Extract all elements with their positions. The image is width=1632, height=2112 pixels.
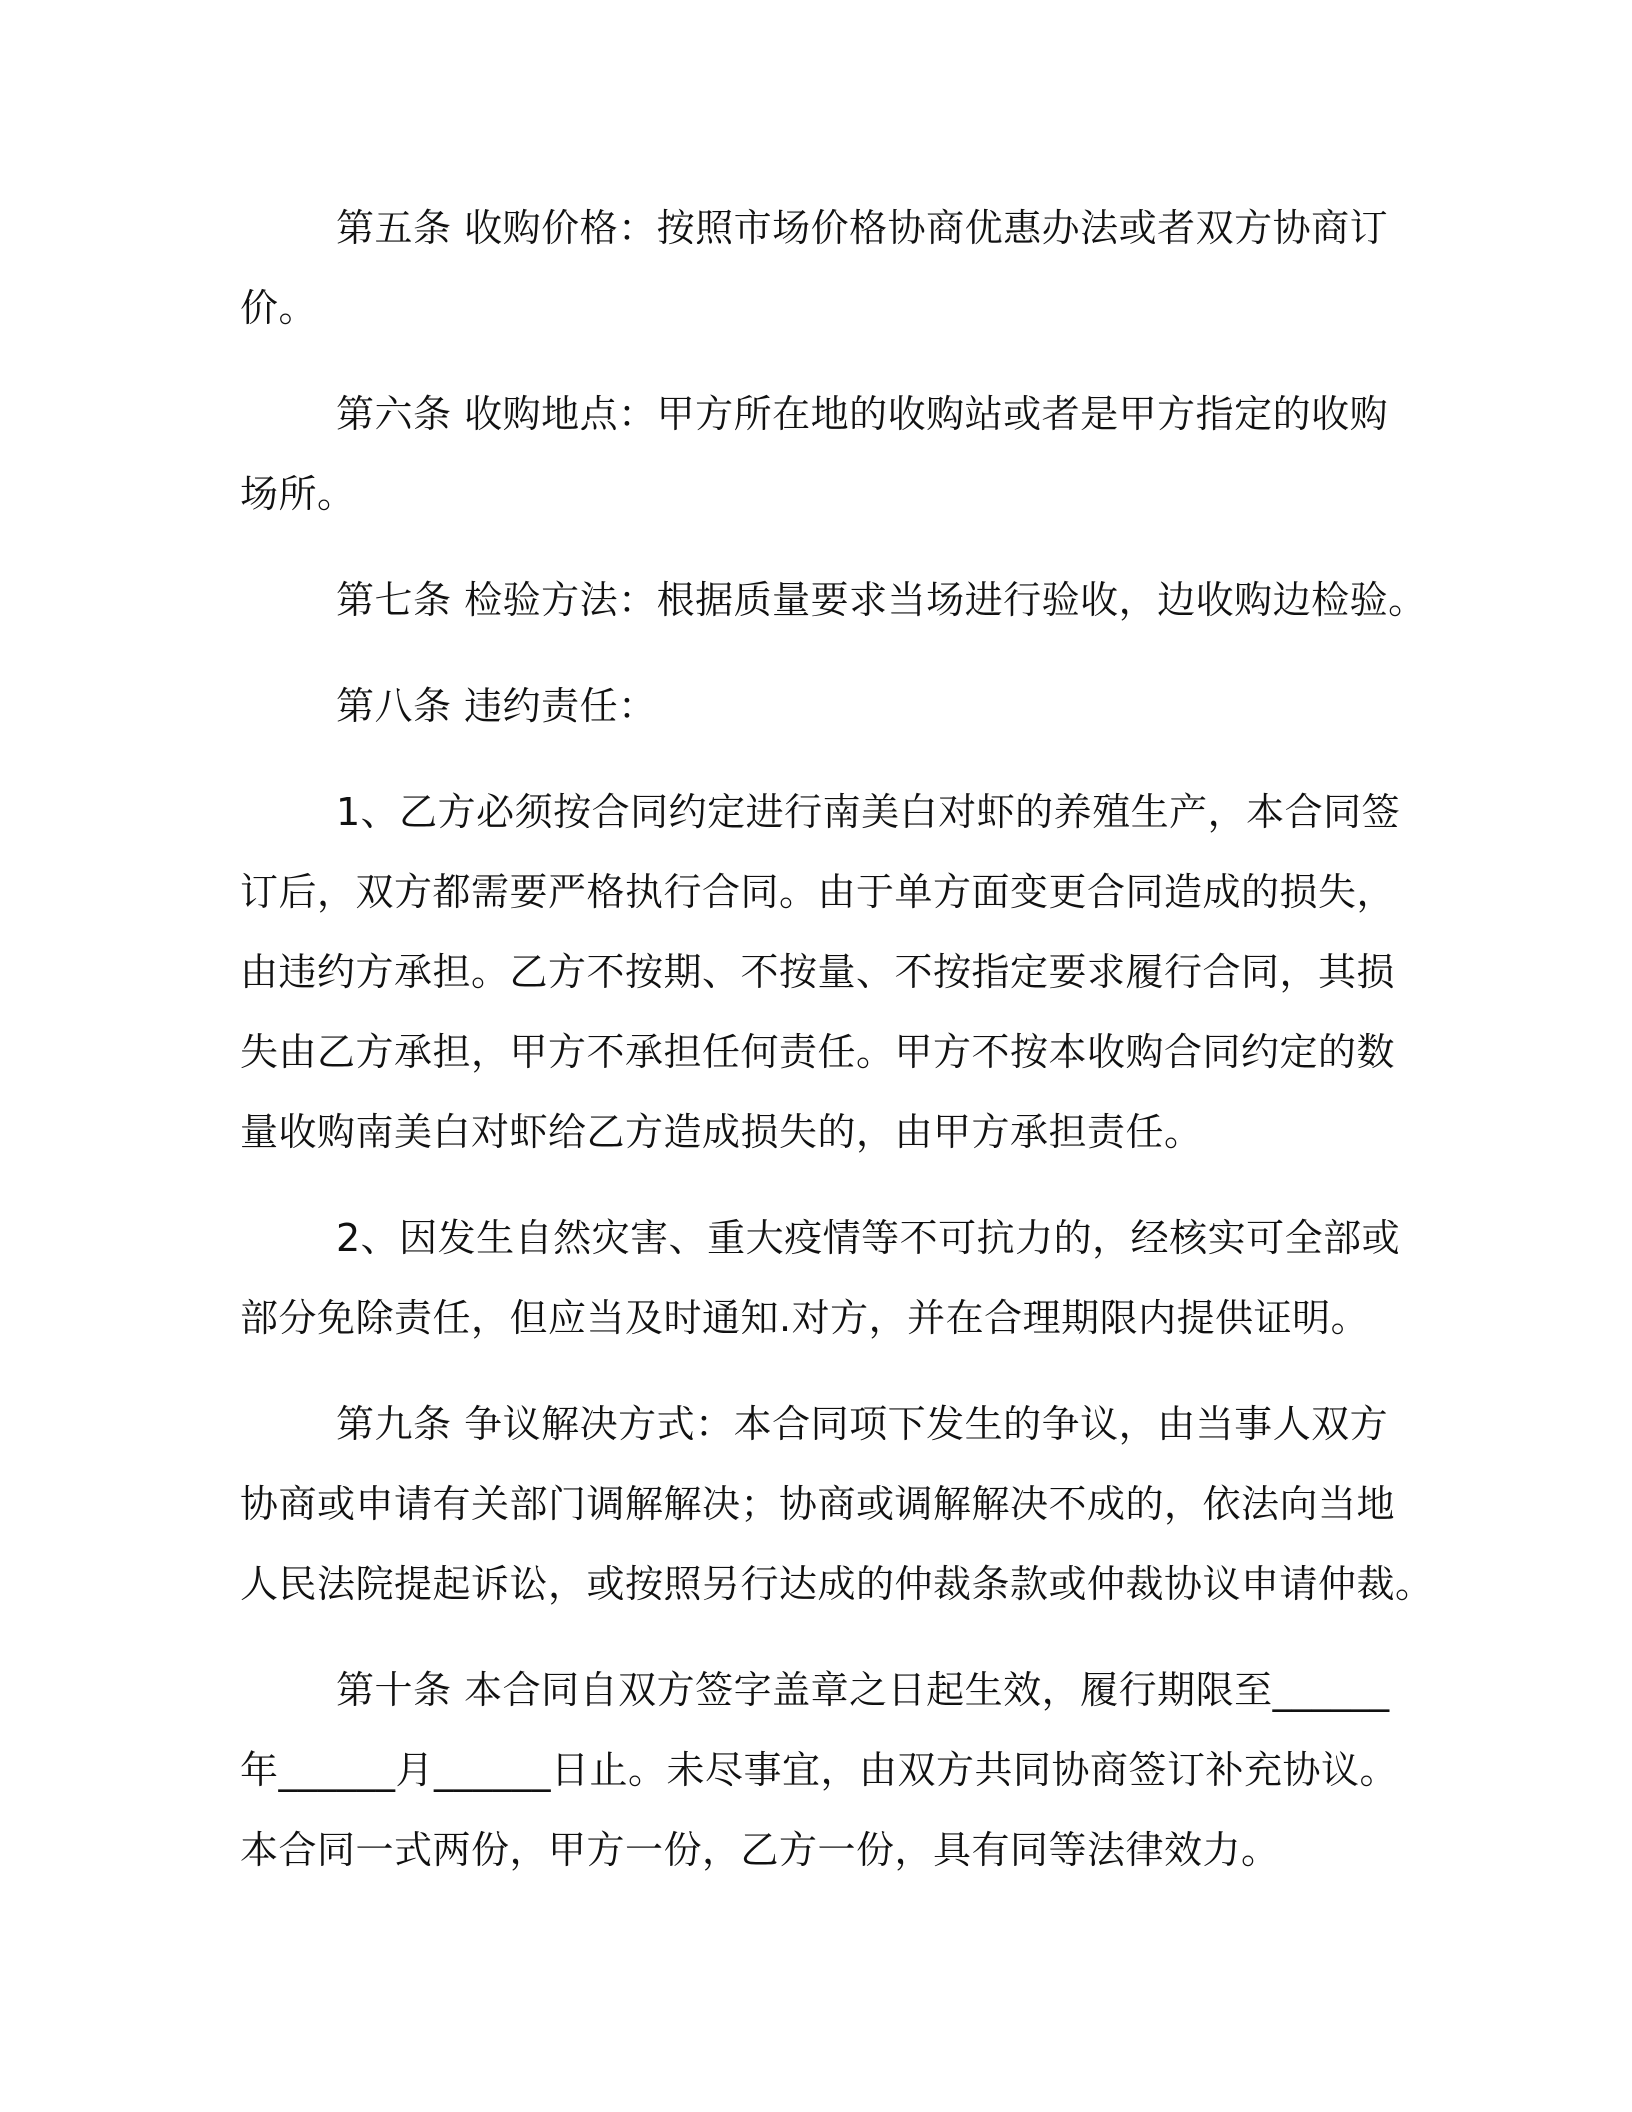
article-5-line-1: 第五条 收购价格：按照市场价格协商优惠办法或者双方协商订 [336, 206, 1389, 250]
article-6-line-2: 场所。 [240, 472, 356, 516]
article-7-line-1: 第七条 检验方法：根据质量要求当场进行验收，边收购边检验。 [336, 578, 1427, 622]
contract-body [240, 188, 1434, 1916]
article-8-item-2 [240, 1198, 1401, 1358]
article-9-paragraph [240, 1384, 1434, 1624]
article-6-line-1: 第六条 收购地点：甲方所在地的收购站或者是甲方指定的收购 [336, 392, 1389, 436]
article-10-line-1: 第十条 本合同自双方签字盖章之日起生效，履行期限至______ [336, 1668, 1390, 1712]
article-8-item-1 [240, 772, 1401, 1172]
article-9-line-3: 人民法院提起诉讼，或按照另行达成的仲裁条款或仲裁协议申请仲裁。 [240, 1562, 1434, 1606]
article-10-paragraph [240, 1650, 1399, 1890]
article-7-paragraph [240, 560, 1427, 640]
article-8-item-1-line-1: 1、乙方必须按合同约定进行南美白对虾的养殖生产，本合同签 [336, 790, 1401, 834]
article-8-item-2-line-2: 部分免除责任，但应当及时通知.对方，并在合理期限内提供证明。 [240, 1296, 1370, 1340]
article-5-line-2: 价。 [240, 286, 318, 330]
article-8-item-2-line-1: 2、因发生自然灾害、重大疫情等不可抗力的，经核实可全部或 [336, 1216, 1401, 1260]
article-8-item-1-line-5: 量收购南美白对虾给乙方造成损失的，由甲方承担责任。 [240, 1110, 1203, 1154]
article-5-paragraph [240, 188, 1389, 348]
article-10-line-2: 年______月______日止。未尽事宜，由双方共同协商签订补充协议。 [240, 1748, 1399, 1792]
article-6-paragraph [240, 374, 1389, 534]
article-10-line-3: 本合同一式两份，甲方一份，乙方一份，具有同等法律效力。 [240, 1828, 1280, 1872]
article-8-item-1-line-2: 订后，双方都需要严格执行合同。由于单方面变更合同造成的损失， [240, 870, 1396, 914]
article-8-heading [240, 666, 1360, 746]
article-9-line-2: 协商或申请有关部门调解解决；协商或调解解决不成的，依法向当地 [240, 1482, 1396, 1526]
article-9-line-1: 第九条 争议解决方式：本合同项下发生的争议，由当事人双方 [336, 1402, 1389, 1446]
article-8-item-1-line-4: 失由乙方承担，甲方不承担任何责任。甲方不按本收购合同约定的数 [240, 1030, 1396, 1074]
article-8-item-1-line-3: 由违约方承担。乙方不按期、不按量、不按指定要求履行合同，其损 [240, 950, 1396, 994]
article-8-line-1: 第八条 违约责任： [336, 684, 657, 728]
